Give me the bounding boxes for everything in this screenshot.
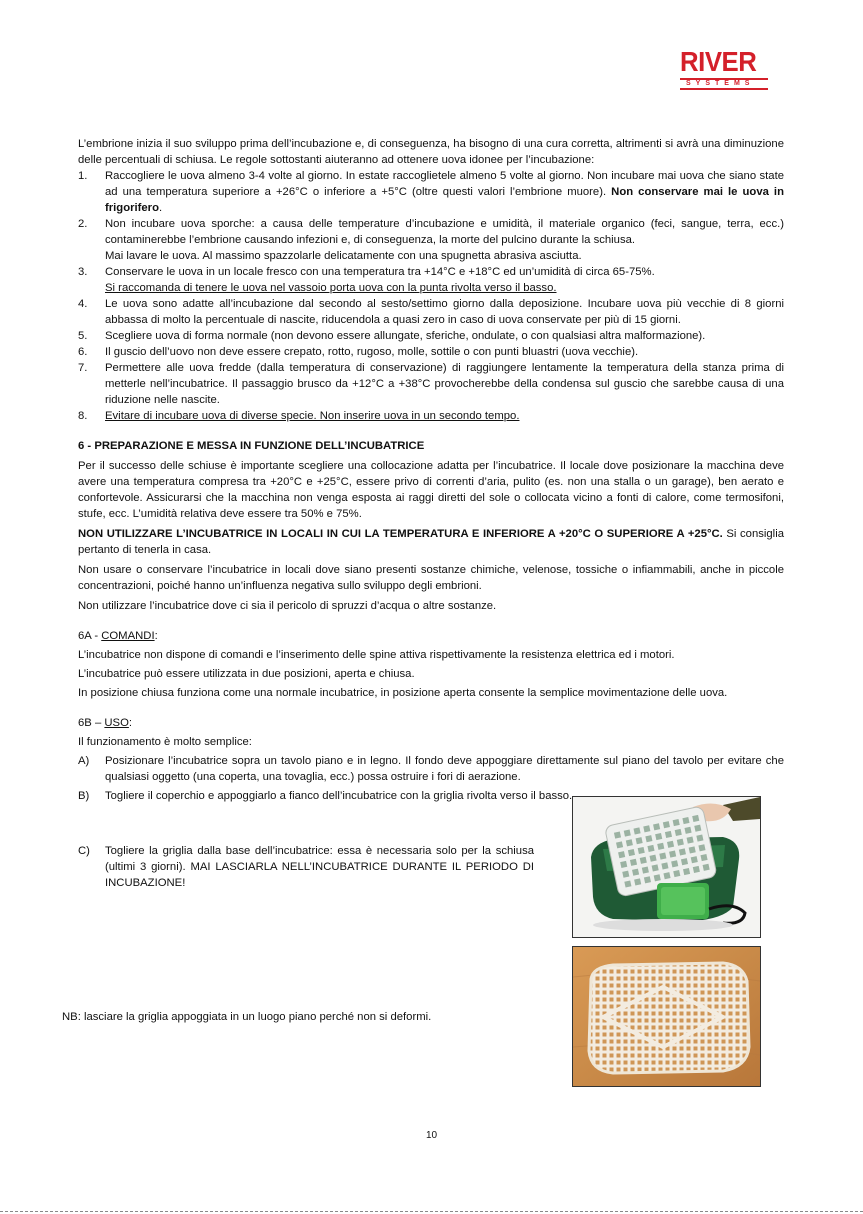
section-6-paragraph: Non utilizzare l’incubatrice dove ci sia il pericolo di spruzzi d’acqua o altre sostanze.	[78, 600, 497, 612]
grid-photo	[572, 946, 761, 1087]
incubator-photo	[572, 796, 761, 938]
rule-item: 5. Scegliere uova di forma normale (non devono essere allungate, sferiche, ondulate, o con qualsiasi altra malformazione).	[78, 330, 706, 342]
section-6a-paragraph: L’incubatrice non dispone di comandi e l’inserimento delle spine attiva rispettivamente la resistenza elettrica ed i motori.	[78, 649, 675, 661]
page-bottom-edge	[0, 1211, 863, 1212]
section-6-paragraph: Per il successo delle schiuse è importante scegliere una collocazione adatta per l’incubatrice. Il locale dove posizionare la macchina deve avere una temperatura compresa tra +20°C e +25°C, essere privo di correnti d’aria, pulito (es. non una stalla o un garage), ben aerato e confortevole. Assicurarsi che la macchina non venga esposta ai raggi diretti del sole o collocata vicino a fonti di calore, come termosifoni, stufe, ecc. L’umidità relativa deve essere tra 50% e 75%.	[78, 460, 784, 520]
section-6-title: 6 - PREPARAZIONE E MESSA IN FUNZIONE DELL’INCUBATRICE	[78, 440, 425, 452]
section-6a-paragraph: In posizione chiusa funziona come una normale incubatrice, in posizione aperta consente la semplice movimentazione delle uova.	[78, 687, 728, 699]
section-6-warning: NON UTILIZZARE L’INCUBATRICE IN LOCALI IN CUI LA TEMPERATURA E INFERIORE A +20°C O SUPERIORE A +25°C. Si consiglia pertanto di tenerla in casa.	[78, 528, 784, 556]
usage-step: A) Posizionare l’incubatrice sopra un tavolo piano e in legno. Il fondo deve appoggiare direttamente sul piano del tavolo per evitare che qualsiasi oggetto (una coperta, una tovaglia, ecc.) possa ostruire i fori di aerazione.	[78, 755, 784, 783]
river-systems-logo	[680, 48, 774, 92]
nb-note: NB: lasciare la griglia appoggiata in un luogo piano perché non si deformi.	[62, 1011, 432, 1023]
rule-item: 1. Raccogliere le uova almeno 3-4 volte al giorno. In estate raccoglietele almeno 5 volte al giorno. Non incubare mai uova che siano state ad una temperatura superiore a +26°C o inferiore a +5°C (oltre questi valori l’embrione muore). Non conservare mai le uova in frigorifero.	[78, 170, 784, 214]
page-number: 10	[425, 1130, 438, 1141]
section-6b-title: 6B – USO:	[78, 717, 133, 729]
logo-word: RIVER	[680, 46, 757, 77]
rule-item: 4. Le uova sono adatte all’incubazione dal secondo al sesto/settimo giorno dalla deposizione. Incubare uova più vecchie di 8 giorni abbassa di molto la percentuale di nascite, riducendola a quasi zero in caso di uova conservate per più di 15 giorni.	[78, 298, 784, 326]
section-6b-paragraph: Il funzionamento è molto semplice:	[78, 736, 252, 748]
rule-item: 6. Il guscio dell’uovo non deve essere crepato, rotto, rugoso, molle, sottile o con punti bluastri (uova vecchie).	[78, 346, 639, 358]
section-6-paragraph: Non usare o conservare l’incubatrice in locali dove siano presenti sostanze chimiche, velenose, tossiche o infiammabili, anche in piccole concentrazioni, poiché hanno un’influenza negativa sullo sviluppo degli embrioni.	[78, 564, 784, 592]
rule-item: 7. Permettere alle uova fredde (dalla temperatura di conservazione) di raggiungere lentamente la temperatura della stanza prima di metterle nell’incubatrice. Il passaggio brusco da +12°C a +38°C provocherebbe della condensa sul guscio che sarebbe causa di una riduzione nelle nascite.	[78, 362, 784, 406]
rule-item: 2. Non incubare uova sporche: a causa delle temperature d’incubazione e umidità, il materiale organico (feci, sangue, terra, ecc.) contaminerebbe l’embrione causando infezioni e, di conseguenza, la morte del pulcino durante la schiusa. Mai lavare le uova. Al massimo spazzolarle delicatamente con una spugnetta abrasiva asciutta.	[78, 218, 784, 262]
section-6a-paragraph: L’incubatrice può essere utilizzata in due posizioni, aperta e chiusa.	[78, 668, 415, 680]
rule-item: 3. Conservare le uova in un locale fresco con una temperatura tra +14°C e +18°C ed un’umidità di circa 65-75%. Si raccomanda di tenere le uova nel vassoio porta uova con la punta rivolta verso il basso.	[78, 266, 655, 294]
intro-paragraph: L’embrione inizia il suo sviluppo prima dell’incubazione e, di conseguenza, ha bisogno di una cura corretta, altrimenti si avrà una diminuzione delle percentuali di schiusa. Le regole sottostanti aiuteranno ad ottenere uova idonee per l’incubazione:	[78, 138, 784, 166]
rule-item: 8. Evitare di incubare uova di diverse specie. Non inserire uova in un secondo tempo.	[78, 410, 520, 422]
usage-step-c: C) Togliere la griglia dalla base dell’incubatrice: essa è necessaria solo per la schiusa (ultimi 3 giorni). MAI LASCIARLA NELL’INCUBATRICE DURANTE IL PERIODO DI INCUBAZIONE!	[78, 845, 534, 889]
main-text	[78, 136, 784, 804]
section-6a-title: 6A - COMANDI:	[78, 630, 158, 642]
usage-step: B) Togliere il coperchio e appoggiarlo a fianco dell’incubatrice con la griglia rivolta verso il basso.	[78, 790, 573, 802]
logo-subtitle: SYSTEMS	[680, 78, 768, 90]
